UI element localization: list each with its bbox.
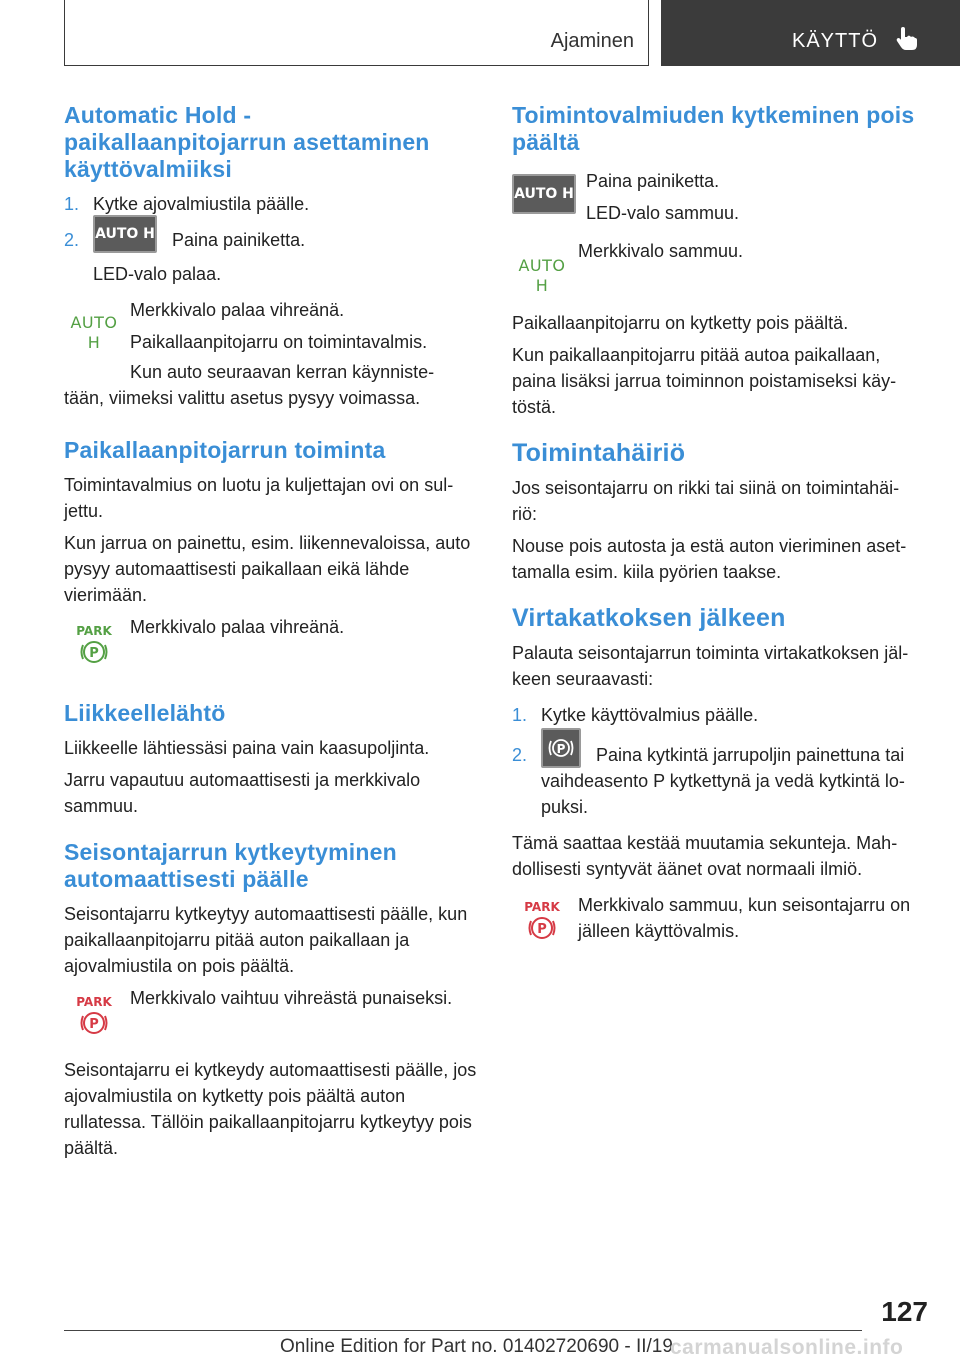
footer-divider <box>64 1330 862 1331</box>
heading-parking-brake-auto: Seisontajarrun kytkeytyminen automaattisesti päälle <box>64 839 397 893</box>
heading-drive-off: Liikkeellelähtö <box>64 700 226 727</box>
left-column <box>64 102 478 1167</box>
header-section-box <box>64 0 649 66</box>
step-number: 1. <box>64 194 80 214</box>
list-item <box>512 702 926 728</box>
paragraph: Kun paikallaanpitojarru pitää autoa paikallaan, paina lisäksi jarrua toiminnon poistamiseksi käy‐ töstä. <box>512 345 897 417</box>
indicator-text: Merkkivalo sammuu, kun seisontajarru on jälleen käyttövalmis. <box>578 895 911 942</box>
step-number: 2. <box>512 745 528 765</box>
auto-h-indicator-icon: AUTO H <box>518 256 566 295</box>
park-brake-green-icon <box>72 622 116 666</box>
instruction-text: Paina painiketta. <box>586 171 720 191</box>
heading-automatic-hold: Automatic Hold - paikallaanpitojarrun asettaminen käyttövalmiiksi <box>64 102 430 182</box>
step-number: 1. <box>512 705 528 725</box>
parking-brake-switch-image <box>541 728 581 768</box>
step-text: Paina painiketta. <box>172 230 306 250</box>
footer-edition: Online Edition for Part no. 01402720690 - II/19 <box>280 1336 673 1357</box>
header-section-title: Ajaminen <box>550 30 634 52</box>
parking-brake-switch-icon <box>547 734 575 762</box>
auto-h-button-image <box>93 215 157 253</box>
park-brake-red-icon <box>520 898 564 942</box>
page-number: 127 <box>881 1296 928 1327</box>
step-text: Kytke ajovalmiustila päälle. <box>93 194 310 214</box>
steps-after-power-failure <box>512 702 926 820</box>
svg-text:P: P <box>89 1017 99 1033</box>
paragraph: Seisontajarru kytkeytyy automaattisesti päälle, kun paikallaanpitojarru pitää auton paikallaan ja ajovalmiustila on pois päältä. <box>64 904 468 977</box>
paragraph: Jos seisontajarru on rikki tai siinä on toimintahäi‐ riö: <box>512 478 900 524</box>
heading-switch-off: Toimintovalmiuden kytkeminen pois päältä <box>512 102 915 155</box>
indicator-auto-h-off <box>512 238 926 298</box>
indicator-park-green <box>64 614 478 680</box>
step-text: Paina kytkintä jarrupoljin painettuna tai vaihdeasento P kytkettynä ja vedä kytkintä lo‐ puksi. <box>541 745 905 818</box>
auto-h-button-label: AUTO H <box>95 226 155 243</box>
paragraph: Tämä saattaa kestää muutamia sekunteja. Mah‐ dollisesti syntyvät äänet ovat normaali ilmiö. <box>512 833 898 880</box>
heading-function: Paikallaanpitojarrun toiminta <box>64 437 386 464</box>
indicator-park-off <box>512 892 926 958</box>
header-chapter-title: KÄYTTÖ <box>792 30 879 52</box>
instruction-text: LED-valo sammuu. <box>586 203 740 223</box>
indicator-park-red <box>64 985 478 1051</box>
steps-automatic-hold <box>64 191 478 287</box>
step-subtext: LED-valo palaa. <box>93 264 222 285</box>
indicator-text: Merkkivalo palaa vihreänä. <box>130 617 345 638</box>
paragraph: Kun jarrua on painettu, esim. liikennevaloissa, auto pysyy automaattisesti paikallaan eikä lähde vierimään. <box>64 533 471 606</box>
svg-text:PARK: PARK <box>76 624 112 639</box>
auto-h-button-label: AUTO H <box>514 186 574 202</box>
paragraph: Paikallaanpitojarru on kytketty pois päältä. <box>512 313 849 333</box>
paragraph: Nouse pois autosta ja estä auton vieriminen aset‐ tamalla esim. kiila pyörien taakse. <box>512 536 907 582</box>
paragraph: Jarru vapautuu automaattisesti ja merkkivalo sammuu. <box>64 770 421 817</box>
heading-malfunction: Toimintahäiriö <box>512 439 686 467</box>
indicator-text: Merkkivalo vaihtuu vihreästä punaiseksi. <box>130 988 453 1009</box>
paragraph: Seisontajarru ei kytkeydy automaattisesti päälle, jos ajovalmiustila on kytketty pois päältä auton rullatessa. Tällöin paikallaanpitojarru kytkeytyy pois päältä. <box>64 1060 477 1159</box>
button-instruction <box>512 168 926 228</box>
auto-h-button-image <box>512 174 576 214</box>
list-item <box>64 227 478 287</box>
indicator-auto-h-green <box>64 297 478 355</box>
svg-text:P: P <box>89 646 99 662</box>
indicator-text: Merkkivalo palaa vihreänä. <box>130 300 345 321</box>
svg-text:PARK: PARK <box>76 995 112 1010</box>
auto-h-indicator-icon: AUTO H <box>70 313 118 353</box>
paragraph: Liikkeelle lähtiessäsi paina vain kaasupoljinta. <box>64 738 430 759</box>
svg-text:P: P <box>556 742 566 757</box>
indicator-text: Merkkivalo sammuu. <box>578 241 744 261</box>
svg-text:PARK: PARK <box>524 900 560 915</box>
list-item <box>64 191 478 217</box>
step-number: 2. <box>64 230 80 250</box>
heading-after-power-failure: Virtakatkoksen jälkeen <box>512 604 786 632</box>
indicator-text: Paikallaanpitojarru on toimintavalmis. <box>130 332 428 353</box>
park-brake-red-icon <box>72 993 116 1037</box>
watermark-logo: carmanualsonline.info <box>670 1336 904 1359</box>
paragraph: Kun auto seuraavan kerran käynniste‐ tään, viimeksi valittu asetus pysyy voimassa. <box>64 362 435 409</box>
svg-text:P: P <box>537 922 547 938</box>
right-column <box>512 102 926 964</box>
list-item <box>512 742 926 820</box>
step-text: Kytke käyttövalmius päälle. <box>541 705 759 725</box>
header-chapter-tab <box>661 0 960 66</box>
hand-pointer-icon <box>894 26 920 52</box>
paragraph: Palauta seisontajarrun toiminta virtakatkoksen jäl‐ keen seuraavasti: <box>512 643 909 689</box>
paragraph: Toimintavalmius on luotu ja kuljettajan ovi on sul‐ jettu. <box>64 475 454 522</box>
